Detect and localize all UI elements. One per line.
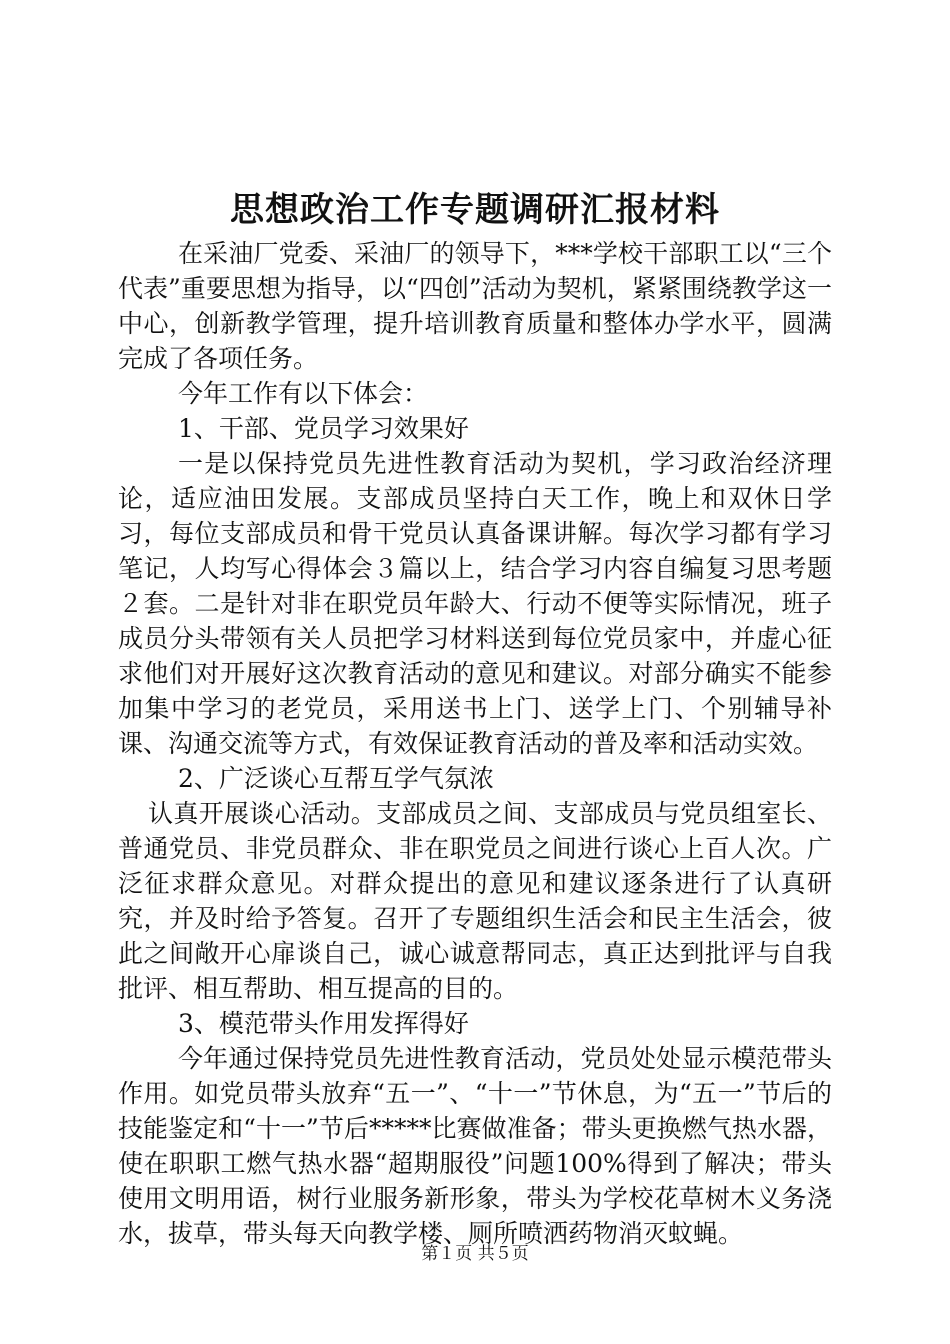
document-body: [118, 236, 832, 1251]
section-heading-1: 1、干部、党员学习效果好: [178, 414, 469, 443]
section-body-2: 认真开展谈心活动。支部成员之间、支部成员与党员组室长、普通党员、非党员群众、非在职党员之间进行谈心上百人次。广泛征求群众意见。对群众提出的意见和建议逐条进行了认真研究，并及时给予答复。召开了专题组织生活会和民主生活会，彼此之间敞开心扉谈自己，诚心诚意帮同志，真正达到批评与自我批评、相互帮助、相互提高的目的。: [118, 799, 832, 1003]
summary-lead: 今年工作有以下体会：: [178, 379, 429, 408]
section-heading-3: 3、模范带头作用发挥得好: [178, 1009, 469, 1038]
section-body-3: 今年通过保持党员先进性教育活动，党员处处显示模范带头作用。如党员带头放弃“五一”、“十一”节休息，为“五一”节后的技能鉴定和“十一”节后*****比赛做准备；带头更换燃气热水器，使在职职工燃气热水器“超期服役”问题100%得到了解决；带头使用文明用语，树行业服务新形象，带头为学校花草树木义务浇水，拔草，带头每天向教学楼、厕所喷洒药物消灭蚊蝇。: [118, 1044, 832, 1248]
section-body-1: 一是以保持党员先进性教育活动为契机，学习政治经济理论，适应油田发展。支部成员坚持白天工作，晚上和双休日学习，每位支部成员和骨干党员认真备课讲解。每次学习都有学习笔记，人均写心得体会３篇以上，结合学习内容自编复习思考题２套。二是针对非在职党员年龄大、行动不便等实际情况，班子成员分头带领有关人员把学习材料送到每位党员家中，并虚心征求他们对开展好这次教育活动的意见和建议。对部分确实不能参加集中学习的老党员，采用送书上门、送学上门、个别辅导补课、沟通交流等方式，有效保证教育活动的普及率和活动实效。: [118, 449, 832, 758]
section-heading-2: 2、广泛谈心互帮互学气氛浓: [178, 764, 494, 793]
document-title: 思想政治工作专题调研汇报材料: [230, 190, 720, 230]
intro-paragraph: 在采油厂党委、采油厂的领导下，***学校干部职工以“三个代表”重要思想为指导，以“四创”活动为契机，紧紧围绕教学这一中心，创新教学管理，提升培训教育质量和整体办学水平，圆满完成了各项任务。: [118, 239, 832, 373]
page-number-footer: 第１页 共５页: [421, 1244, 529, 1264]
